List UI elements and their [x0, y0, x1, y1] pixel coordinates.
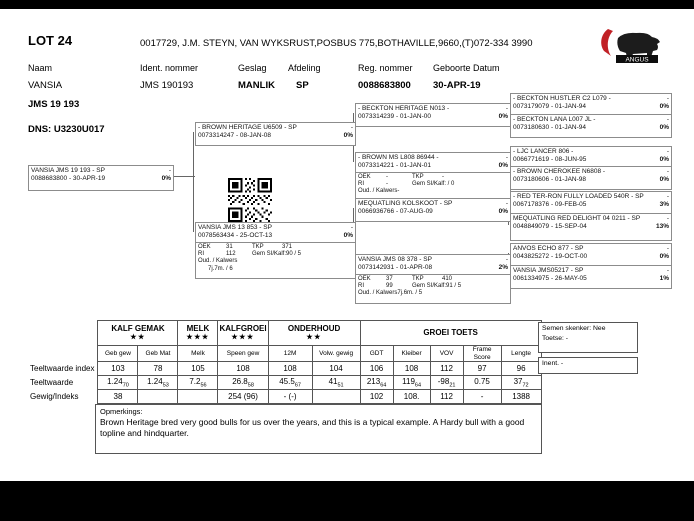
- pedigree-box-ggp-8: [510, 265, 672, 289]
- ebv-cell: [138, 390, 178, 404]
- col-header: Volw. gewig: [312, 346, 360, 362]
- stat-value: [237, 258, 263, 265]
- ebv-cell: 103: [98, 362, 138, 376]
- angus-logo: [598, 28, 662, 63]
- animal-name: - BROWN CHEROKEE N6808 -: [513, 168, 606, 175]
- col-header: VOV: [430, 346, 463, 362]
- stat-label: Oud. / Kalwers: [358, 188, 398, 195]
- ebv-cell: 108: [268, 362, 312, 376]
- blood-pct: 3%: [659, 201, 669, 209]
- logo-red-shape: [601, 29, 613, 56]
- stat-label: RI: [198, 251, 204, 258]
- ebv-cell: [501, 376, 541, 390]
- dash: -: [666, 168, 669, 175]
- ebv-cell: [393, 376, 430, 390]
- semen-box: [538, 322, 638, 353]
- animal-reg: 0073314221 - 01-JAN-01: [358, 162, 431, 170]
- group-kalf-gemak: KALF GEMAK ★★: [98, 321, 178, 346]
- label-reg-nommer: Reg. nommer: [358, 63, 413, 73]
- dash: -: [505, 105, 508, 112]
- blood-pct: 13%: [655, 223, 669, 231]
- blood-pct: 0%: [343, 232, 353, 240]
- value-ident-nommer: JMS 190193: [140, 80, 194, 91]
- stat-label: Gem SI/Kalf: / 0: [412, 181, 455, 188]
- col-header: 12M: [268, 346, 312, 362]
- col-header: Lengte: [501, 346, 541, 362]
- tw-value: 37: [513, 376, 523, 386]
- pedigree-box-ggp-5: [510, 191, 672, 215]
- ebv-cell: [138, 376, 178, 390]
- angus-logo-text: ANGUS: [625, 56, 649, 63]
- animal-name: VANSIA JMS 13 853 - SP: [198, 224, 272, 231]
- star-rating: ★★: [306, 333, 322, 341]
- group-onderhoud: ONDERHOUD ★★: [268, 321, 360, 346]
- tw-accuracy: 58: [247, 382, 254, 389]
- animal-name: - BECKTON LANA L007 JL -: [513, 116, 596, 123]
- blood-pct: 0%: [659, 103, 669, 111]
- animal-name: VANSIA JMS 19 193 - SP: [31, 167, 105, 174]
- semen-skenker-text: Semen skenker: Nee: [542, 325, 606, 332]
- col-header: Geb gew: [98, 346, 138, 362]
- row-label: Teeltwaarde: [30, 378, 74, 387]
- ebv-table: [28, 320, 542, 404]
- stat-label: OEK: [358, 174, 371, 180]
- star-rating: ★★★: [231, 333, 255, 341]
- label-geslag: Geslag: [238, 63, 267, 73]
- owner-address-line: 0017729, J.M. STEYN, VAN WYKSRUST,POSBUS 775,BOTHAVILLE,9660,(T)072-334 3990: [140, 38, 533, 49]
- dash: -: [505, 154, 508, 161]
- dash: -: [666, 95, 669, 102]
- ebv-cell: 106: [360, 362, 393, 376]
- dash: -: [666, 267, 669, 274]
- animal-name: VANSIA JMS05217 - SP: [513, 267, 584, 274]
- ebv-cell: [463, 376, 501, 390]
- animal-name: MEQUATLING KOLSKOOT - SP: [358, 200, 453, 207]
- blood-pct: 0%: [659, 156, 669, 164]
- ebv-cell: [268, 376, 312, 390]
- value-naam: VANSIA: [28, 80, 63, 91]
- col-header: GDT: [360, 346, 393, 362]
- dash: -: [505, 256, 508, 263]
- stat-value: 37: [386, 276, 393, 282]
- col-header: Frame Score: [463, 346, 501, 362]
- stat-value: -: [386, 174, 388, 180]
- stat-value: 91 / 5: [446, 283, 462, 290]
- pedigree-box-subject: [28, 165, 174, 191]
- dash: -: [666, 245, 669, 252]
- animal-name: - BROWN HERITAGE U6509 - SP: [198, 124, 297, 131]
- stat-value: 7j.6m. / 5: [397, 290, 423, 297]
- stat-label: TKP: [252, 244, 264, 250]
- stat-value: 99: [386, 283, 393, 290]
- animal-reg: 0073180606 - 01-JAN-98: [513, 176, 586, 184]
- dns-number: DNS: U3230U017: [28, 124, 105, 135]
- blood-pct: 0%: [659, 124, 669, 132]
- label-naam: Naam: [28, 63, 53, 73]
- value-reg-nommer: 0088683800: [358, 80, 411, 91]
- pedigree-box-ggp-6: [510, 213, 672, 241]
- label-afdeling: Afdeling: [288, 63, 321, 73]
- label-geboorte-datum: Geboorte Datum: [433, 63, 500, 73]
- blood-pct: 0%: [498, 208, 508, 216]
- tw-accuracy: 21: [449, 382, 456, 389]
- row-label: Gewig/Indeks: [30, 392, 79, 401]
- remarks-box: [95, 404, 542, 454]
- value-geboorte-datum: 30-APR-19: [433, 80, 481, 91]
- group-groei-toets: GROEI TOETS: [360, 321, 541, 346]
- dash: -: [168, 167, 171, 174]
- animal-name: VANSIA JMS 08 378 - SP: [358, 256, 432, 263]
- stat-label: Gem SI/Kalf:: [412, 283, 447, 290]
- dash: -: [505, 200, 508, 207]
- tattoo-number: JMS 19 193: [28, 99, 80, 110]
- group-kalfgroei: KALFGROEI ★★★: [218, 321, 268, 346]
- ebv-cell: [312, 376, 360, 390]
- pedigree-box-dam-sire: [355, 198, 511, 222]
- blood-pct: 1%: [659, 275, 669, 283]
- tw-value: -98: [437, 376, 450, 386]
- spacer-cell: [28, 346, 98, 362]
- tw-value: 1.24: [147, 376, 163, 386]
- tw-value: 41: [328, 376, 338, 386]
- cow-silhouette: [617, 33, 660, 58]
- col-header: Kleiber: [393, 346, 430, 362]
- animal-name: - RED TER-RON FULLY LOADED 540R - SP: [513, 193, 644, 200]
- pedigree-box-sire: [195, 122, 356, 146]
- tw-accuracy: 56: [200, 382, 207, 389]
- animal-reg: 0043825272 - 19-OCT-00: [513, 253, 588, 261]
- ebv-cell: 108: [393, 362, 430, 376]
- tw-accuracy: 64: [414, 382, 422, 389]
- ebv-cell: 105: [178, 362, 218, 376]
- stat-label: Gem SI/Kalf:90 / 5: [252, 251, 302, 258]
- tw-value: 1.24: [107, 376, 123, 386]
- toetse-text: Toetse: -: [542, 335, 569, 343]
- blood-pct: 0%: [498, 113, 508, 121]
- animal-reg: 0066936766 - 07-AUG-09: [358, 208, 433, 216]
- dam-stats-box: [195, 242, 356, 279]
- ebv-cell: 108.: [393, 390, 430, 404]
- star-rating: ★★★: [186, 333, 210, 341]
- tw-accuracy: 67: [294, 382, 301, 389]
- stat-value: 112: [226, 251, 236, 258]
- pedigree-box-ggp-4: [510, 166, 672, 190]
- stat-value: 371: [282, 244, 293, 250]
- tw-value: 45.5: [279, 376, 295, 386]
- stat-value: -: [442, 174, 444, 180]
- ebv-cell: 102: [360, 390, 393, 404]
- tw-accuracy: 72: [522, 382, 529, 389]
- animal-name: - BECKTON HERITAGE N013 -: [358, 105, 450, 112]
- dash: -: [666, 116, 669, 123]
- dash: -: [666, 215, 669, 222]
- pedigree-box-ggp-7: [510, 243, 672, 267]
- animal-reg: 0073142931 - 01-APR-08: [358, 264, 433, 272]
- pedigree-box-ggp-2: [510, 114, 672, 138]
- ebv-cell: 38: [98, 390, 138, 404]
- stat-label: Oud. / Kalwers: [358, 290, 398, 297]
- blood-pct: 0%: [498, 162, 508, 170]
- tw-value: 26.8: [232, 376, 248, 386]
- ebv-cell: [218, 376, 268, 390]
- inent-text: Inent. -: [542, 360, 564, 367]
- ebv-cell: 112: [430, 362, 463, 376]
- stat-label: RI: [358, 283, 364, 290]
- animal-reg: 0067178376 - 09-FEB-05: [513, 201, 587, 209]
- ebv-cell: - (-): [268, 390, 312, 404]
- inent-box: [538, 357, 638, 374]
- qr-code: [228, 178, 272, 222]
- group-melk: MELK ★★★: [178, 321, 218, 346]
- dam-dam-stats-box: [355, 274, 511, 304]
- stat-label: OEK: [358, 276, 371, 282]
- animal-reg: 0048849079 - 15-SEP-04: [513, 223, 587, 231]
- dash: -: [666, 193, 669, 200]
- dash: -: [666, 148, 669, 155]
- animal-reg: 0073180630 - 01-JAN-94: [513, 124, 586, 132]
- stat-label: RI: [358, 181, 364, 188]
- stat-label: OEK: [198, 244, 211, 250]
- ebv-cell: [312, 390, 360, 404]
- ebv-cell: 104: [312, 362, 360, 376]
- animal-reg: 0073314239 - 01-JAN-00: [358, 113, 431, 121]
- animal-name: MEQUATLING RED DELIGHT 04 0211 - SP: [513, 215, 641, 222]
- col-header: Geb Mat: [138, 346, 178, 362]
- ebv-cell: 97: [463, 362, 501, 376]
- animal-name: - LJC LANCER 806 -: [513, 148, 574, 155]
- animal-name: - BECKTON HUSTLER C2 L079 -: [513, 95, 611, 102]
- row-label: Teeltwaarde index: [30, 364, 95, 373]
- stat-value: 31: [226, 244, 233, 250]
- animal-reg: 0066771619 - 08-JUN-95: [513, 156, 587, 164]
- blood-pct: 0%: [161, 175, 171, 183]
- stat-label: TKP: [412, 276, 424, 282]
- tw-accuracy: 64: [380, 382, 387, 389]
- ebv-cell: 96: [501, 362, 541, 376]
- animal-reg: 0078563434 - 25-OCT-13: [198, 232, 273, 240]
- animal-reg: 0088683800 - 30-APR-19: [31, 175, 106, 183]
- tw-accuracy: 53: [162, 382, 169, 389]
- pedigree-connector-gen2: [193, 132, 194, 232]
- blood-pct: 2%: [498, 264, 508, 272]
- ebv-cell: 112: [430, 390, 463, 404]
- lot-number: LOT 24: [28, 33, 73, 48]
- col-header: Speen gew: [218, 346, 268, 362]
- remarks-label: Opmerkings:: [100, 407, 143, 416]
- value-afdeling: SP: [296, 80, 309, 91]
- stat-label: Oud. / Kalwers: [198, 258, 238, 265]
- animal-reg: 0073314247 - 08-JAN-08: [198, 132, 271, 140]
- ebv-cell: [430, 376, 463, 390]
- ebv-cell: 1388: [501, 390, 541, 404]
- stat-label: TKP: [412, 174, 424, 180]
- tw-value: 213: [366, 376, 381, 386]
- animal-name: ANVOS ECHO 877 - SP: [513, 245, 584, 252]
- tw-accuracy: 51: [337, 382, 344, 389]
- ebv-cell: [360, 376, 393, 390]
- ebv-cell: 108: [218, 362, 268, 376]
- value-geslag: MANLIK: [238, 80, 275, 91]
- dash: -: [350, 124, 353, 131]
- ebv-cell: [178, 376, 218, 390]
- blood-pct: 0%: [659, 253, 669, 261]
- tw-value: 0.75: [474, 376, 490, 386]
- letterbox-bottom: [0, 481, 694, 521]
- stat-value: -: [386, 181, 388, 188]
- stat-value: 410: [442, 276, 453, 282]
- animal-name: - BROWN MS L808 86944 -: [358, 154, 439, 161]
- blood-pct: 0%: [659, 176, 669, 184]
- remarks-text: Brown Heritage bred very good bulls for us over the years, and this is a typical example. A Hardy bull with a good topline and hindquarter.: [100, 417, 525, 439]
- animal-reg: 0073179079 - 01-JAN-94: [513, 103, 586, 111]
- tw-value: 119: [402, 376, 415, 386]
- label-ident-nommer: Ident. nommer: [140, 63, 199, 73]
- spacer-cell: [28, 321, 98, 346]
- ebv-cell: 254 (96): [218, 390, 268, 404]
- ebv-cell: [178, 390, 218, 404]
- blood-pct: 0%: [343, 132, 353, 140]
- animal-reg: 0061334975 - 26-MAY-05: [513, 275, 587, 283]
- ebv-cell: 78: [138, 362, 178, 376]
- stat-value: 7j.7m. / 6: [208, 265, 233, 272]
- col-header: Melk: [178, 346, 218, 362]
- pedigree-box-sire-sire: [355, 103, 511, 127]
- star-rating: ★★: [130, 333, 146, 341]
- stat-value: -: [397, 188, 400, 195]
- ebv-cell: [98, 376, 138, 390]
- letterbox-top: [0, 0, 694, 9]
- tw-value: 7.2: [189, 376, 201, 386]
- tw-accuracy: 70: [122, 382, 129, 389]
- dash: -: [350, 224, 353, 231]
- ebv-cell: -: [463, 390, 501, 404]
